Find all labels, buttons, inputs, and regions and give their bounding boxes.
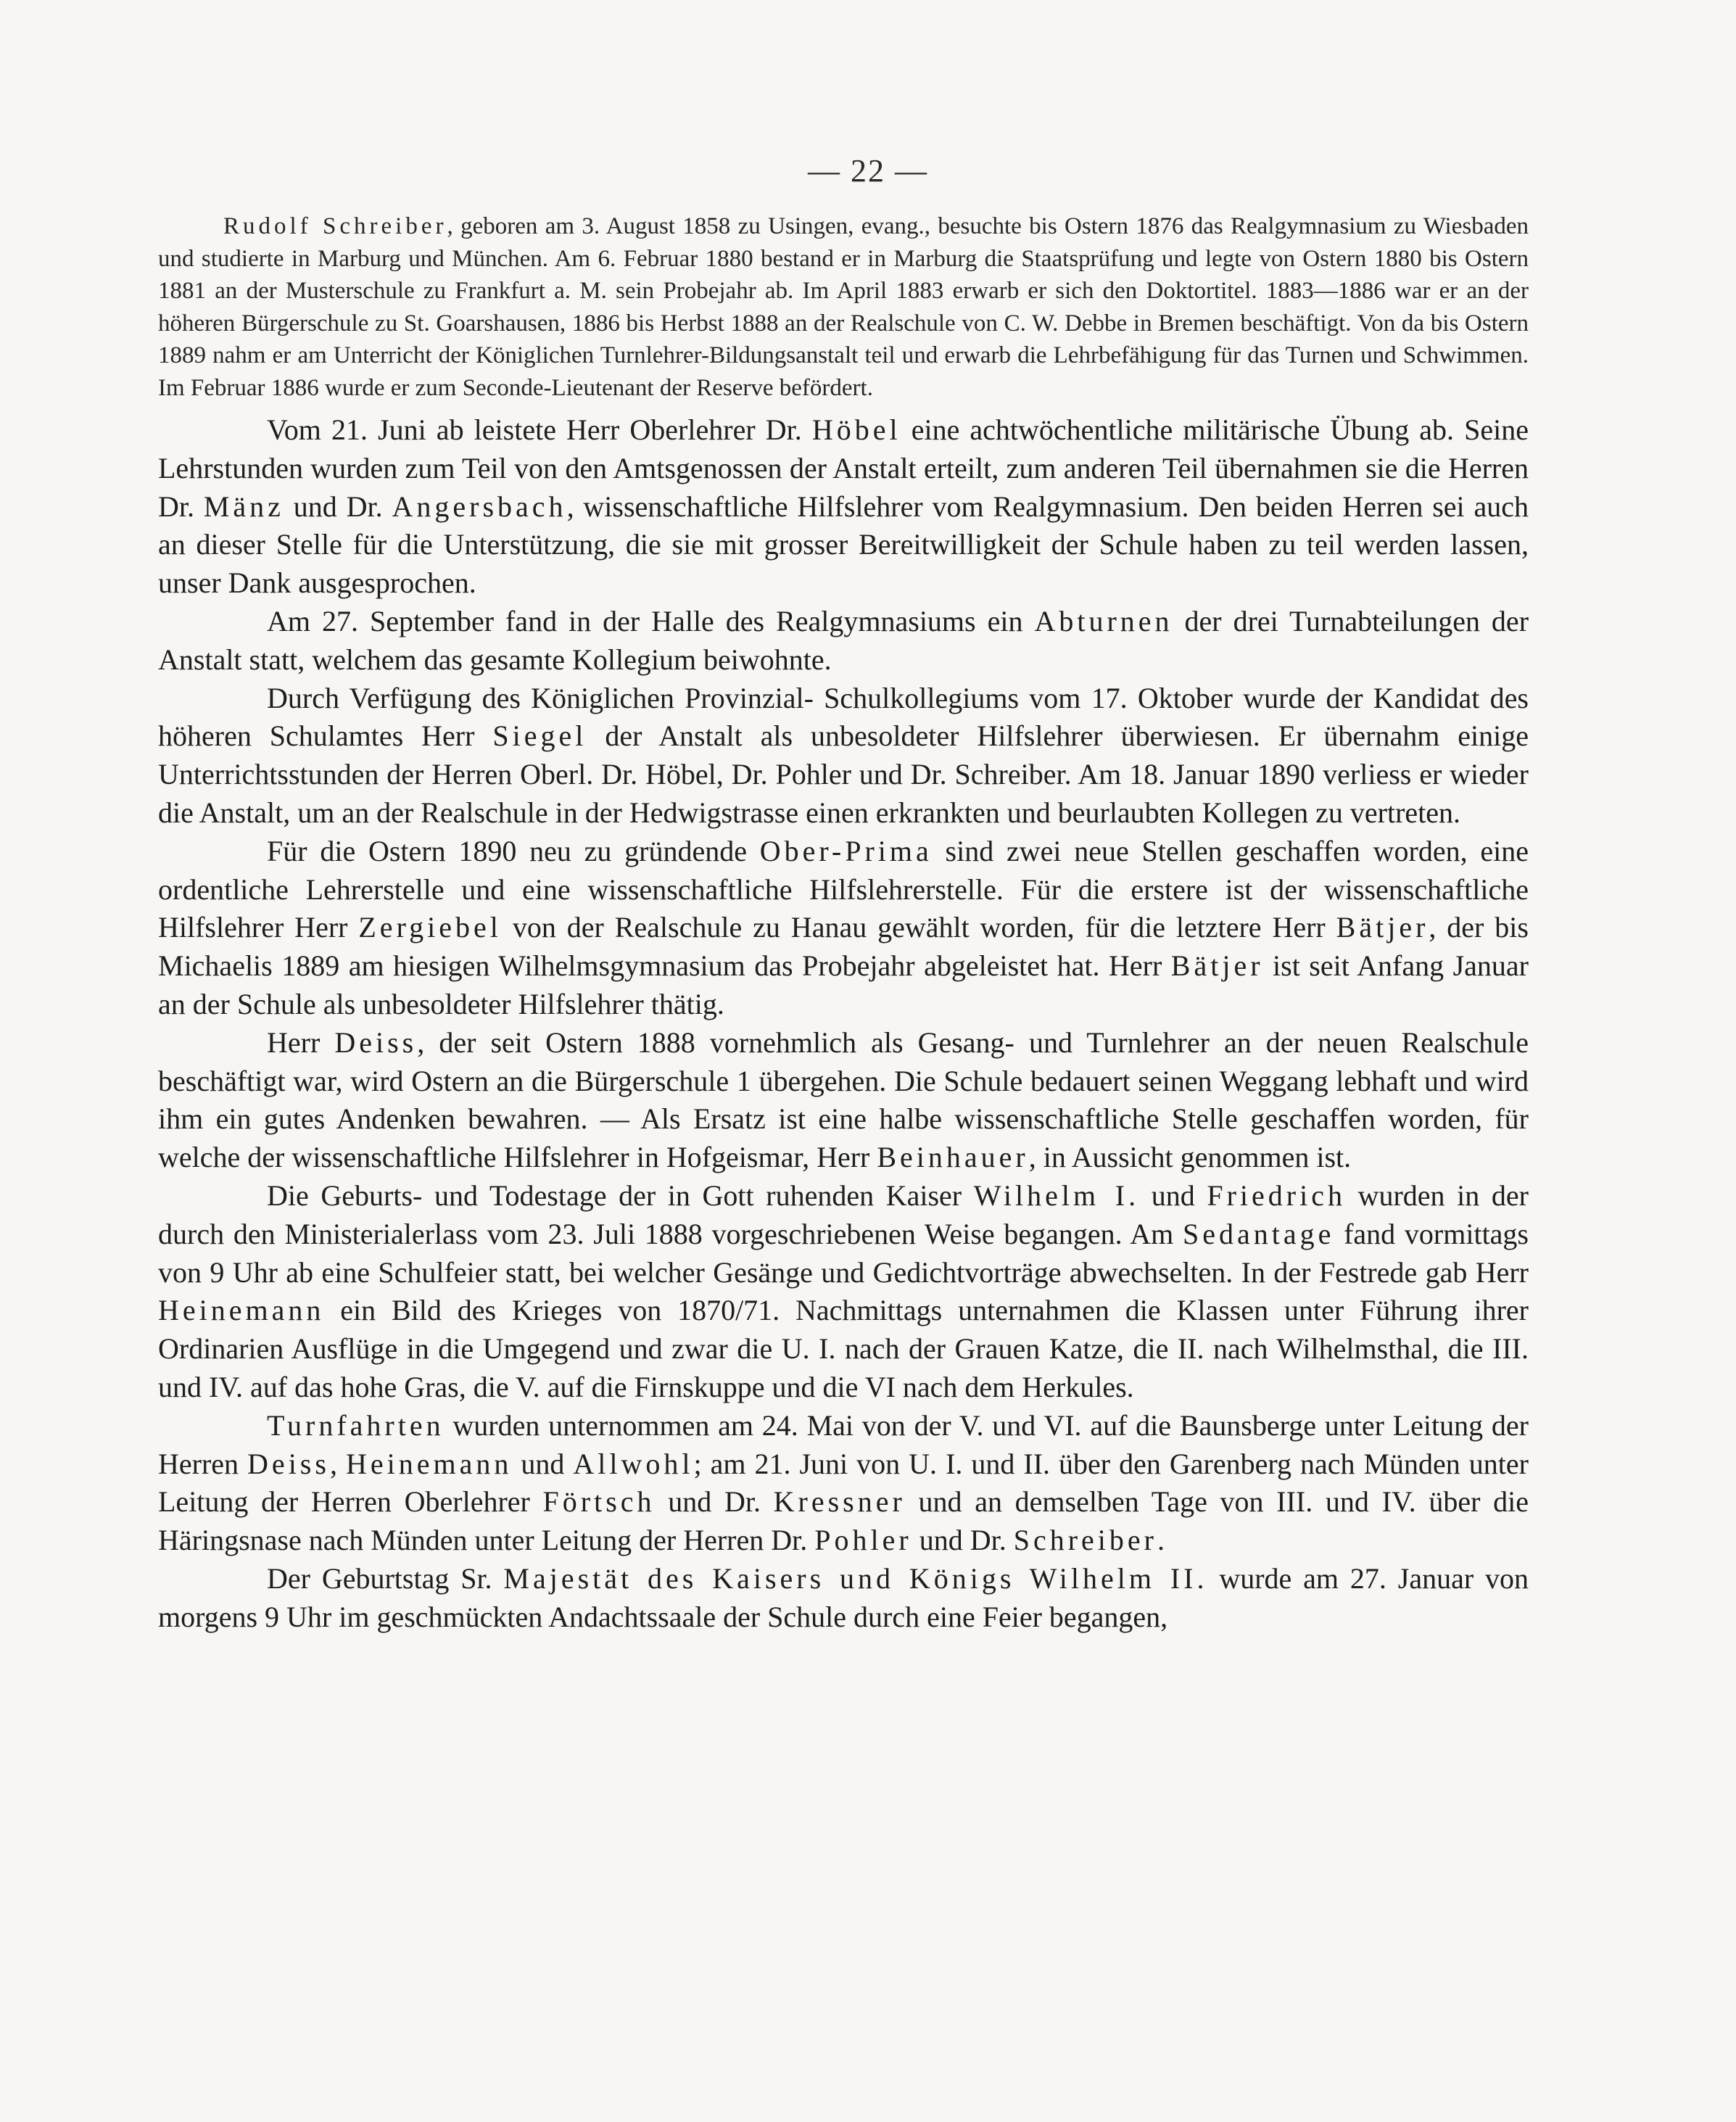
emphasized-name: Bätjer	[1170, 949, 1264, 983]
paragraph-text: sind zwei neue Stellen geschaffen worden, eine ordentliche Lehrerstelle und eine wissenschaftliche Hilfslehrerstelle. Für die erstere ist der wissenschaftliche Hilfslehrer Herr	[158, 834, 1529, 944]
paragraph-text: Für die Ostern 1890 neu zu gründende	[267, 834, 760, 867]
paragraph-text: wurden unternommen am 24. Mai von der V. und VI. auf die Baunsberge unter Leitung der Herren	[158, 1408, 1529, 1480]
paragraph	[158, 603, 1529, 680]
emphasized-name: Sedantage	[1182, 1217, 1335, 1250]
emphasized-name: Deiss	[334, 1025, 418, 1059]
paragraph-text: , der bis Michaelis 1889 am hiesigen Wilhelmsgymnasium das Probejahr abgeleistet hat. Herr	[158, 911, 1529, 983]
paragraph	[158, 1177, 1529, 1407]
emphasized-name: Heinemann	[345, 1447, 513, 1480]
paragraph	[158, 833, 1529, 1024]
paragraph-text: eine achtwöchentliche militärische Übung ab. Seine Lehrstunden wurden zum Teil von den Amtsgenossen der Anstalt erteilt, zum anderen Teil übernahmen sie die Herren Dr.	[158, 413, 1529, 523]
paragraph-text: Durch Verfügung des Königlichen Provinzial- Schulkollegiums vom 17. Oktober wurde der Kandidat des höheren Schulamtes Herr	[158, 681, 1529, 753]
emphasized-name: Zergiebel	[358, 911, 502, 944]
paragraph	[158, 680, 1529, 833]
emphasized-name: Turnfahrten	[267, 1408, 445, 1442]
paragraph-text: , der seit Ostern 1888 vornehmlich als Gesang- und Turnlehrer an der neuen Realschule beschäftigt war, wird Ostern an die Bürgerschule 1 übergehen. Die Schule bedauert seinen Weggang lebhaft und wird ihm ein gutes Andenken bewahren. — Als Ersatz ist eine halbe wissenschaftliche Stelle geschaffen worden, für welche der wissenschaftliche Hilfslehrer in Hofgeismar, Herr	[158, 1025, 1529, 1174]
emphasized-name: Förtsch	[542, 1485, 656, 1519]
paragraph-text: und Dr.	[912, 1524, 1014, 1557]
emphasized-name: Ober-Prima	[759, 834, 933, 867]
body-paragraphs	[158, 411, 1529, 1637]
paragraph-text: , wissenschaftliche Hilfslehrer vom Realgymnasium. Den beiden Herren sei auch an dieser Stelle für die Unterstützung, die sie mit grosser Bereitwilligkeit der Schule haben zu teil werden lassen, unser Dank ausgesprochen.	[158, 490, 1529, 600]
paragraph-text: fand vormittags von 9 Uhr ab eine Schulfeier statt, bei welcher Gesänge und Gedichtvorträge abwechselten. In der Festrede gab Herr	[158, 1217, 1529, 1289]
paragraph-text: und	[1139, 1178, 1207, 1212]
emphasized-name: Angersbach	[392, 490, 567, 523]
paragraph-text: wurden in der durch den Ministerialerlass vom 23. Juli 1888 vorgeschriebenen Weise begangen. Am	[158, 1178, 1529, 1250]
emphasized-name: Wilhelm I.	[973, 1178, 1140, 1212]
paragraph-text: ; am 21. Juni von U. I. und II. über den Garenberg nach Münden unter Leitung der Herren Oberlehrer	[158, 1447, 1529, 1519]
paragraph	[158, 1024, 1529, 1177]
paragraph-text: der drei Turnabteilungen der Anstalt statt, welchem das gesamte Kollegium beiwohnte.	[158, 604, 1529, 676]
paragraph-text: ,	[329, 1447, 346, 1480]
bio-text: , geboren am 3. August 1858 zu Usingen, evang., besuchte bis Ostern 1876 das Realgymnasium zu Wiesbaden und studierte in Marburg und München. Am 6. Februar 1880 bestand er in Marburg die Staatsprüfung und legte von Ostern 1880 bis Ostern 1881 an der Musterschule zu Frankfurt a. M. sein Probejahr ab. Im April 1883 erwarb er sich den Doktortitel. 1883—1886 war er an der höheren Bürgerschule zu St. Goarshausen, 1886 bis Herbst 1888 an der Realschule von C. W. Debbe in Bremen beschäftigt. Von da bis Ostern 1889 nahm er am Unterricht der Königlichen Turnlehrer-Bildungsanstalt teil und erwarb die Lehrbefähigung für das Turnen und Schwimmen. Im Februar 1886 wurde er zum Seconde-Lieutenant der Reserve befördert.	[158, 213, 1529, 401]
paragraph	[158, 1407, 1529, 1560]
paragraph-text: ein Bild des Krieges von 1870/71. Nachmittags unternahmen die Klassen unter Führung ihrer Ordinarien Ausflüge in die Umgegend und zwar die U. I. nach der Grauen Katze, die II. nach Wilhelmsthal, die III. und IV. auf das hohe Gras, die V. auf die Firnskuppe und die VI nach dem Herkules.	[158, 1294, 1529, 1403]
emphasized-name: Allwohl	[573, 1447, 694, 1480]
paragraph-text: .	[1157, 1524, 1165, 1557]
emphasized-name: Friedrich	[1207, 1178, 1346, 1212]
paragraph-text: der Anstalt als unbesoldeter Hilfslehrer überwiesen. Er übernahm einige Unterrichtsstunden der Herren Oberl. Dr. Höbel, Dr. Pohler und Dr. Schreiber. Am 18. Januar 1890 verliess er wieder die Anstalt, um an der Realschule in der Hedwigstrasse einen erkrankten und beurlaubten Kollegen zu vertreten.	[158, 719, 1529, 829]
paragraph-text: ist seit Anfang Januar an der Schule als unbesoldeter Hilfslehrer thätig.	[158, 949, 1529, 1020]
emphasized-name: Majestät des Kaisers und Königs Wilhelm II.	[503, 1561, 1208, 1595]
paragraph-text: und Dr.	[284, 490, 392, 523]
paragraph	[158, 411, 1529, 603]
emphasized-name: Mänz	[203, 490, 284, 523]
paragraph-text: Der Geburtstag Sr.	[267, 1561, 504, 1595]
paragraph-text: wurde am 27. Januar von morgens 9 Uhr im geschmückten Andachtssaale der Schule durch eine Feier begangen,	[158, 1561, 1529, 1633]
paragraph-text: und	[512, 1447, 574, 1480]
paragraph-text: Am 27. September fand in der Halle des Realgymnasiums ein	[267, 604, 1035, 637]
emphasized-name: Siegel	[492, 719, 587, 753]
paragraph-text: Vom 21. Juni ab leistete Herr Oberlehrer Dr.	[267, 413, 812, 446]
paragraph-text: von der Realschule zu Hanau gewählt worden, für die letztere Herr	[501, 911, 1336, 944]
emphasized-name: Deiss	[247, 1447, 330, 1480]
emphasized-name: Pohler	[814, 1524, 912, 1557]
emphasized-name: Bätjer	[1336, 911, 1429, 944]
emphasized-name: Beinhauer	[877, 1141, 1029, 1174]
emphasized-name: Abturnen	[1034, 604, 1173, 637]
paragraph-text: und an demselben Tage von III. und IV. über die Häringsnase nach Münden unter Leitung der Herren Dr.	[158, 1485, 1529, 1557]
paragraph-text: , in Aussicht genommen ist.	[1028, 1141, 1352, 1174]
paragraph	[158, 1560, 1529, 1637]
text-column	[158, 210, 1529, 1637]
paragraph-text: Die Geburts- und Todestage der in Gott ruhenden Kaiser	[267, 1178, 974, 1212]
emphasized-name: Heinemann	[158, 1294, 325, 1327]
paragraph-text: Herr	[267, 1025, 335, 1059]
page-number: — 22 —	[808, 153, 928, 189]
emphasized-name: Schreiber	[1013, 1524, 1157, 1557]
emphasized-name: Höbel	[811, 413, 901, 446]
emphasized-name: Kressner	[773, 1485, 906, 1519]
bio-name: Rudolf Schreiber	[223, 213, 447, 239]
biography-note	[158, 210, 1529, 404]
paragraph-text: und Dr.	[655, 1485, 774, 1519]
